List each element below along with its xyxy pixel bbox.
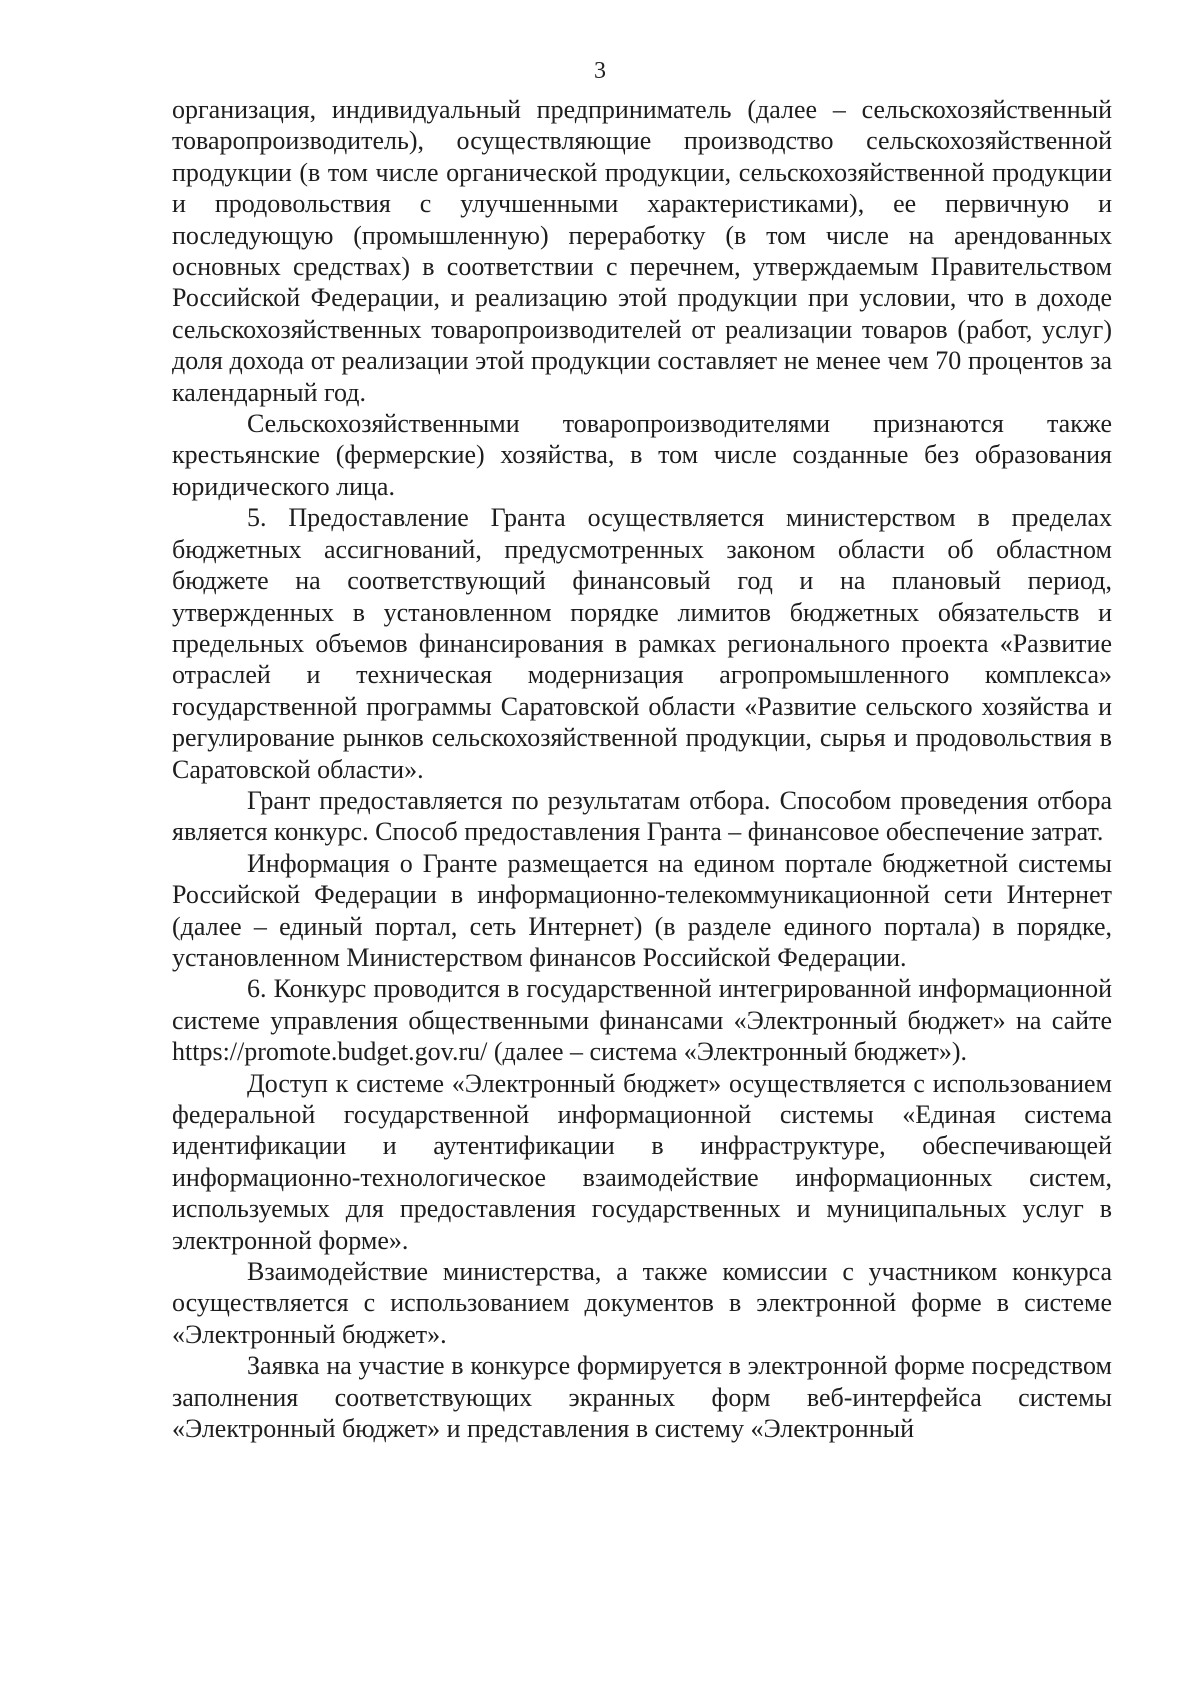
document-body [172, 94, 1112, 1444]
paragraph-application: Заявка на участие в конкурсе формируется в электронной форме посредством заполнения соответствующих экранных форм веб-интерфейса системы «Электронный бюджет» и представления в систему «Электронный [172, 1351, 1112, 1444]
page-number: 3 [594, 58, 606, 84]
paragraph-system-access: Доступ к системе «Электронный бюджет» осуществляется с использованием федеральной государственной информационной системы «Единая система идентификации и аутентификации в инфраструктуре, обеспечивающей информационно-технологическое взаимодействие информационных систем, используемых для предоставления государственных и муниципальных услуг в электронной форме». [172, 1068, 1112, 1255]
paragraph-grant-selection: Грант предоставляется по результатам отбора. Способом проведения отбора является конкурс. Способ предоставления Гранта – финансовое обеспечение затрат. [172, 785, 1112, 847]
paragraph-continuation: организация, индивидуальный предприниматель (далее – сельскохозяйственный товаропроизводитель), осуществляющие производство сельскохозяйственной продукции (в том числе органической продукции, сельскохозяйственной продукции и продовольствия с улучшенными характеристиками), ее первичную и последующую (промышленную) переработку (в том числе на арендованных основных средствах) в соответствии с перечнем, утверждаемым Правительством Российской Федерации, и реализацию этой продукции при условии, что в доходе сельскохозяйственных товаропроизводителей от реализации товаров (работ, услуг) доля дохода от реализации этой продукции составляет не менее чем 70 процентов за календарный год. [172, 95, 1112, 407]
paragraph-interaction: Взаимодействие министерства, а также комиссии с участником конкурса осуществляется с использованием документов в электронной форме в системе «Электронный бюджет». [172, 1257, 1112, 1349]
paragraph-agri-producers: Сельскохозяйственными товаропроизводителями признаются также крестьянские (фермерские) хозяйства, в том числе созданные без образования юридического лица. [172, 409, 1112, 501]
paragraph-item-6: 6. Конкурс проводится в государственной интегрированной информационной системе управления общественными финансами «Электронный бюджет» на сайте https://promote.budget.gov.ru/ (далее – система «Электронный бюджет»). [172, 974, 1112, 1067]
paragraph-item-5: 5. Предоставление Гранта осуществляется министерством в пределах бюджетных ассигнований, предусмотренных законом области об областном бюджете на соответствующий финансовый год и на плановый период, утвержденных в установленном порядке лимитов бюджетных обязательств и предельных объемов финансирования в рамках регионального проекта «Развитие отраслей и техническая модернизация агропромышленного комплекса» государственной программы Саратовской области «Развитие сельского хозяйства и регулирование рынков сельскохозяйственной продукции, сырья и продовольствия в Саратовской области». [172, 503, 1112, 784]
paragraph-grant-info: Информация о Гранте размещается на едином портале бюджетной системы Российской Федерации в информационно-телекоммуникационной сети Интернет (далее – единый портал, сеть Интернет) (в разделе единого портала) в порядке, установленном Министерством финансов Российской Федерации. [172, 848, 1112, 972]
